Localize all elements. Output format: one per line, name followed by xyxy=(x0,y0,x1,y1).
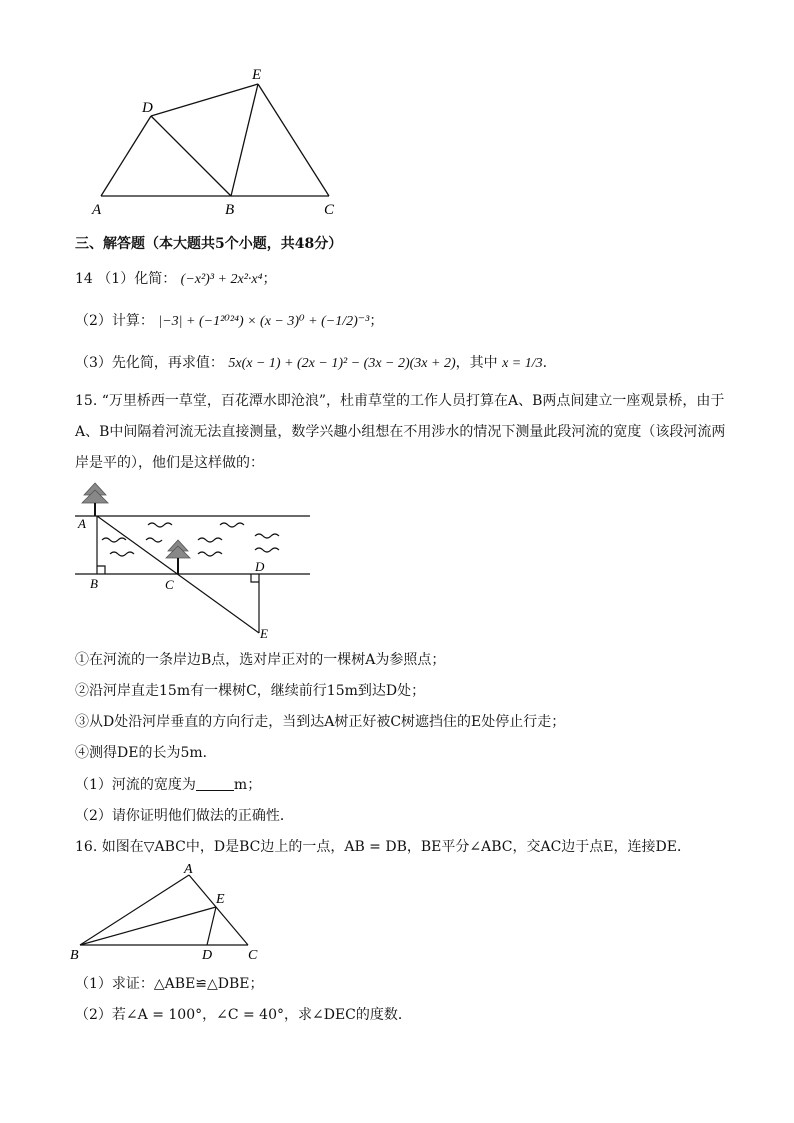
segment-ec xyxy=(258,84,329,196)
tree-a xyxy=(82,483,108,516)
q16-sub1: （1）求证：△ABE≌△DBE； xyxy=(75,976,264,992)
point-label-e: E xyxy=(252,67,262,83)
wave xyxy=(146,538,162,542)
q15-line1: 15. “万里桥西一草堂，百花潭水即沧浪”，杜甫草堂的工作人员打算在A、B两点间建立一座观景桥，由于 xyxy=(75,393,725,409)
segment-ac xyxy=(189,875,248,945)
figure-river xyxy=(70,478,320,643)
answer-blank[interactable] xyxy=(196,776,234,791)
point-label-b: B xyxy=(225,202,235,218)
q15-step3: ③从D处沿河岸垂直的方向行走，当到达A树正好被C树遮挡住的E处停止行走； xyxy=(75,714,566,730)
q14-p3-mid: ，其中 xyxy=(455,355,498,371)
q15-line2: A、B中间隔着河流无法直接测量，数学兴趣小组想在不用涉水的情况下测量此段河流的宽度（该段河流两 xyxy=(75,424,726,440)
q14-p3-cond: x = 1/3 xyxy=(502,356,543,371)
q15-sub1-unit: m； xyxy=(233,777,262,793)
tri-label-d: D xyxy=(202,948,213,963)
segment-be xyxy=(80,907,216,945)
segment-db xyxy=(151,116,231,196)
tri-label-e: E xyxy=(216,892,225,907)
wave xyxy=(148,523,172,527)
q15-sub1 xyxy=(75,776,261,794)
q15-step1: ①在河流的一条岸边B点，选对岸正对的一棵树A为参照点； xyxy=(75,652,446,668)
river-label-d: D xyxy=(255,559,265,574)
figure-triangle-abc xyxy=(68,860,268,965)
wave xyxy=(198,552,222,556)
segment-ad xyxy=(101,116,151,196)
q15-line3: 岸是平的），他们是这样做的： xyxy=(75,455,264,471)
q14-p2-end: ； xyxy=(369,313,384,329)
q14-part3 xyxy=(75,354,547,373)
tri-label-b: B xyxy=(70,948,79,963)
q14-p3-expr: 5x(x − 1) + (2x − 1)² − (3x − 2)(3x + 2) xyxy=(228,356,456,371)
right-angle-b xyxy=(97,566,105,574)
river-label-b: B xyxy=(90,576,98,591)
section-heading: 三、解答题（本大题共5个小题，共48分） xyxy=(75,236,343,252)
wave xyxy=(110,552,134,556)
q14-part2 xyxy=(75,312,383,331)
q14-p3-end: . xyxy=(542,355,548,371)
q15-step2: ②沿河岸直走15m有一棵树C，继续前行15m到达D处； xyxy=(75,683,426,699)
tri-label-c: C xyxy=(248,948,258,963)
segment-ba xyxy=(80,875,189,945)
wave xyxy=(255,534,279,538)
wave xyxy=(198,538,222,542)
q15-step4: ④测得DE的长为5m． xyxy=(75,745,217,761)
q14-p1-label: （1）化简： xyxy=(97,271,177,287)
q14-p2-label: （2）计算： xyxy=(75,313,154,329)
tri-label-a: A xyxy=(184,862,193,877)
point-label-d: D xyxy=(142,100,153,116)
q16-sub2: （2）若∠A = 100°，∠C = 40°，求∠DEC的度数． xyxy=(75,1007,412,1023)
q14-part1 xyxy=(75,270,276,289)
q14-p1-end: ； xyxy=(262,271,277,287)
wave xyxy=(255,548,279,552)
river-label-c: C xyxy=(165,577,174,592)
segment-ed xyxy=(207,907,216,945)
wave xyxy=(220,523,244,527)
wave xyxy=(102,538,126,542)
q14-number: 14 xyxy=(75,271,93,287)
q16-stem: 16. 如图在▽ABC中，D是BC边上的一点，AB = DB，BE平分∠ABC，交AC边于点E，连接DE． xyxy=(75,839,691,855)
segment-de xyxy=(151,84,258,116)
q14-p1-expr: (−x²)³ + 2x²·x⁴ xyxy=(180,272,263,287)
segment-eb xyxy=(231,84,258,196)
q14-p3-label: （3）先化简，再求值： xyxy=(75,355,224,371)
point-label-c: C xyxy=(324,202,335,218)
q15-sub2: （2）请你证明他们做法的正确性． xyxy=(75,808,294,824)
river-label-a: A xyxy=(78,516,86,531)
river-label-e: E xyxy=(260,626,268,641)
right-angle-d xyxy=(251,574,259,582)
figure-triangles-abcde xyxy=(80,60,360,220)
q15-sub1-text: （1）河流的宽度为 xyxy=(75,777,196,793)
q14-p2-expr: |−3| + (−1²⁰²⁴) × (x − 3)⁰ + (−1/2)⁻³ xyxy=(158,314,370,329)
point-label-a: A xyxy=(92,202,102,218)
